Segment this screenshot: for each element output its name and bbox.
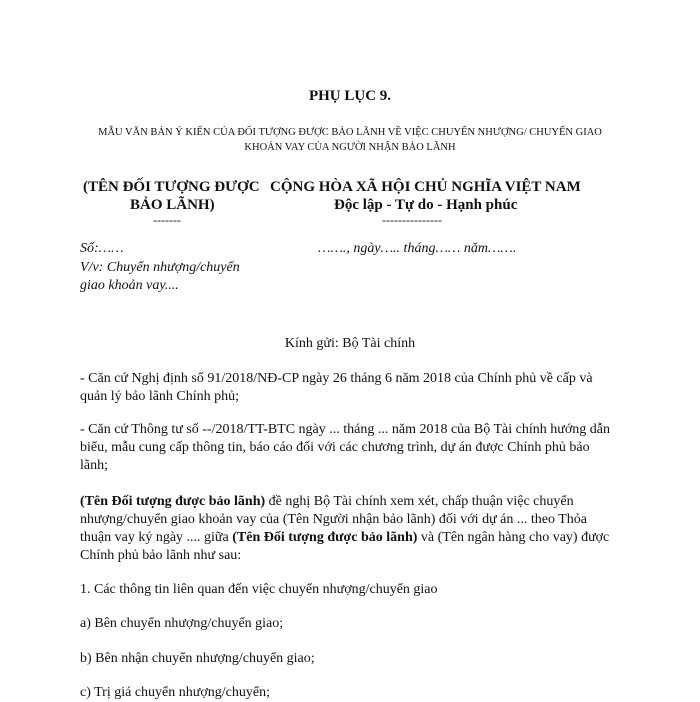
document-number: Số:……: [80, 241, 124, 256]
item-c: c) Trị giá chuyển nhượng/chuyển;: [80, 685, 270, 700]
form-subtitle: [60, 125, 640, 155]
form-subtitle-line2: KHOẢN VAY CỦA NGƯỜI NHẬN BẢO LÃNH: [244, 142, 456, 153]
org-name-line1: (TÊN ĐỐI TƯỢNG ĐƯỢC: [83, 179, 260, 195]
national-motto: Độc lập - Tự do - Hạnh phúc: [334, 197, 518, 213]
nation-name: CỘNG HÒA XÃ HỘI CHỦ NGHĨA VIỆT NAM: [270, 179, 581, 195]
item-b: b) Bên nhận chuyển nhượng/chuyển giao;: [80, 651, 315, 666]
org-name-line2: BẢO LÃNH): [130, 197, 215, 213]
form-subtitle-line1: MẪU VĂN BẢN Ý KIẾN CỦA ĐỐI TƯỢNG ĐƯỢC BẢO LÃNH VỀ VIỆC CHUYỂN NHƯỢNG/ CHUYỂN GIAO: [98, 127, 602, 138]
request-text-2: và (Tên ngân hàng cho vay) được Chính phủ bảo lãnh như sau:: [80, 530, 610, 563]
guaranteed-party-name: (Tên Đối tượng được bảo lãnh): [80, 494, 266, 509]
legal-basis-decree: - Căn cứ Nghị định số 91/2018/NĐ-CP ngày 26 tháng 6 năm 2018 của Chính phủ về cấp và quản lý bảo lãnh Chính phủ;: [80, 371, 593, 404]
item-a: a) Bên chuyển nhượng/chuyển giao;: [80, 616, 284, 631]
subject-line1: V/v: Chuyển nhượng/chuyển: [80, 260, 240, 275]
subject-line2: giao khoản vay....: [80, 278, 179, 293]
section-1-heading: 1. Các thông tin liên quan đến việc chuyển nhượng/chuyển giao: [80, 582, 438, 597]
request-paragraph: [80, 493, 620, 565]
legal-basis-circular: - Căn cứ Thông tư số --/2018/TT-BTC ngày ... tháng ... năm 2018 của Bộ Tài chính hướng dẫn biểu, mẫu cung cấp thông tin, báo cáo đối với các chương trình, dự án được Chính phủ bảo lãnh;: [80, 422, 610, 473]
request-text-1: đề nghị Bộ Tài chính xem xét, chấp thuận việc chuyển nhượng/chuyển giao khoản vay của (Tên Người nhận bảo lãnh) đối với dự án ... theo Thỏa thuận vay ký ngày .... giữa: [80, 494, 587, 545]
date-line: ……., ngày….. tháng…… năm…….: [318, 241, 517, 256]
recipient-line: Kính gửi: Bộ Tài chính: [284, 336, 416, 351]
motto-rule: ---------------: [382, 213, 442, 227]
appendix-title: PHỤ LỤC 9.: [308, 88, 392, 104]
org-name-rule: -------: [153, 213, 181, 227]
guaranteed-party-name-2: (Tên Đối tượng được bảo lãnh): [232, 530, 418, 545]
